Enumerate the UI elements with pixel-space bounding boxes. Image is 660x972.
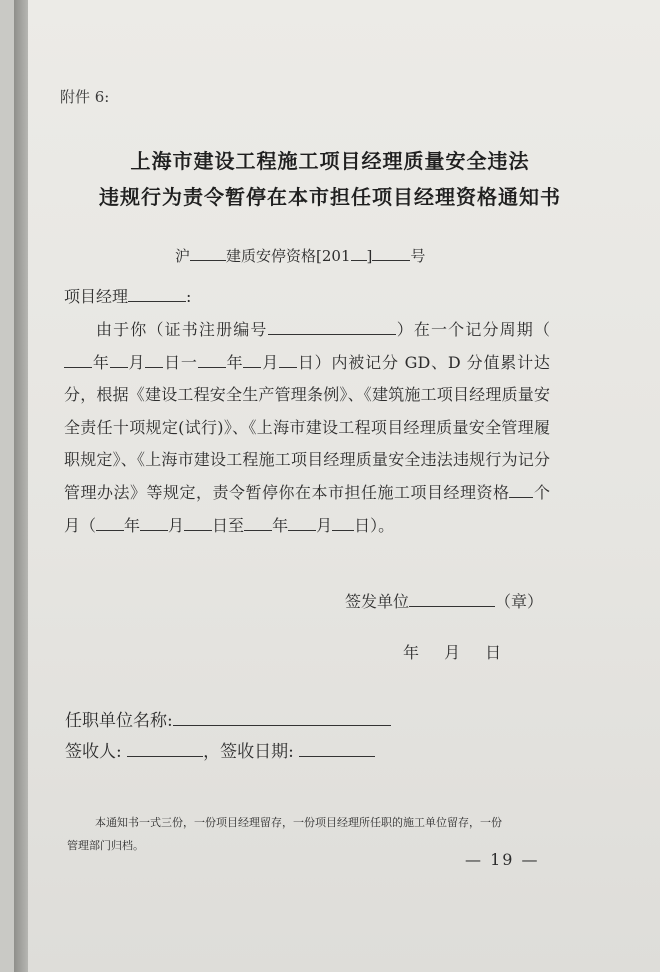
- issuer-blank: [409, 591, 495, 607]
- title-line-1: 上海市建设工程施工项目经理质量安全违法: [130, 149, 530, 173]
- employer-label: 任职单位名称:: [65, 711, 173, 731]
- attachment-label: 附件 6:: [60, 88, 110, 106]
- addressee-label: 项目经理: [64, 287, 129, 306]
- issue-date: 年 月 日: [403, 643, 502, 662]
- blank-month-2: [243, 352, 261, 368]
- blank-year-4: [244, 515, 272, 531]
- addressee-colon: :: [186, 287, 192, 306]
- body-text-3: （: [533, 320, 550, 339]
- blank-year-2: [198, 352, 226, 368]
- body-text-7: 年: [225, 352, 244, 372]
- issuer-seal: （章）: [495, 592, 544, 611]
- doc-bracket: ]: [366, 247, 373, 265]
- blank-day-4: [332, 515, 354, 531]
- body-text-4: 年: [92, 352, 110, 372]
- body-text-5: 月: [127, 352, 146, 372]
- title-line-2: 违规行为责令暂停在本市担任项目经理资格通知书: [99, 185, 561, 209]
- blank-day-3: [184, 515, 212, 531]
- page-number: — 19 —: [465, 850, 540, 869]
- blank-year-3: [96, 515, 124, 531]
- issuer-label: 签发单位: [345, 592, 410, 611]
- body-text-10: 个月（: [64, 482, 550, 535]
- blank-month-3: [140, 515, 168, 531]
- blank-day-1: [145, 352, 163, 368]
- cert-number-blank: [268, 319, 396, 335]
- body-text-2: ）在一个记分周期: [395, 320, 534, 339]
- doc-blank-1: [190, 245, 226, 261]
- doc-suffix: 号: [410, 247, 426, 265]
- addressee-blank: [128, 286, 186, 302]
- body-text-16: 日）。: [354, 515, 395, 535]
- recipient-label: 签收人:: [65, 742, 122, 762]
- body-text-8: 月: [261, 352, 280, 372]
- body-text-6: 日一: [163, 352, 198, 372]
- employer-blank: [173, 710, 391, 726]
- receipt-line: [65, 737, 375, 762]
- body-text-15: 月: [316, 515, 333, 535]
- doc-middle: 建质安停资格[201: [226, 247, 351, 265]
- recipient-blank: [127, 741, 203, 757]
- blank-day-2: [279, 352, 297, 368]
- body-text-11: 年: [124, 515, 141, 535]
- blank-month-4: [288, 515, 316, 531]
- document-number: [175, 245, 425, 266]
- body-text-12: 月: [168, 515, 185, 535]
- issuer-line: [345, 589, 543, 612]
- body-text-13: 日至: [212, 515, 245, 535]
- doc-prefix: 沪: [175, 247, 191, 265]
- doc-blank-3: [372, 245, 410, 261]
- blank-year-1: [64, 352, 92, 368]
- addressee-line: [64, 284, 191, 307]
- footnote-line-2: 管理部门归档。: [67, 839, 144, 852]
- body-text-1: 由于你（证书注册编号: [96, 320, 268, 339]
- body-paragraph: [64, 314, 550, 542]
- sign-date-label: ，签收日期:: [203, 742, 294, 762]
- body-text-14: 年: [272, 515, 289, 535]
- employer-line: [65, 706, 391, 731]
- blank-month-1: [110, 352, 128, 368]
- blank-months: [509, 482, 533, 498]
- doc-blank-2: [351, 245, 367, 261]
- sign-date-blank: [299, 741, 375, 757]
- body-text-9: 日）内被记分 GD、D 分值累计达分，根据《建设工程安全生产管理条例》、《建筑施工项目经理质量安全责任十项规定(试行)》、《上海市建设工程项目经理质量安全管理履职规定》、《上海市建设工程施工项目经理质量安全违法违规行为记分管理办法》等规定，责令暂停你在本市担任施工项目经理资格: [64, 352, 550, 502]
- footnote-line-1: 本通知书一式三份，一份项目经理留存，一份项目经理所任职的施工单位留存，一份: [95, 816, 502, 829]
